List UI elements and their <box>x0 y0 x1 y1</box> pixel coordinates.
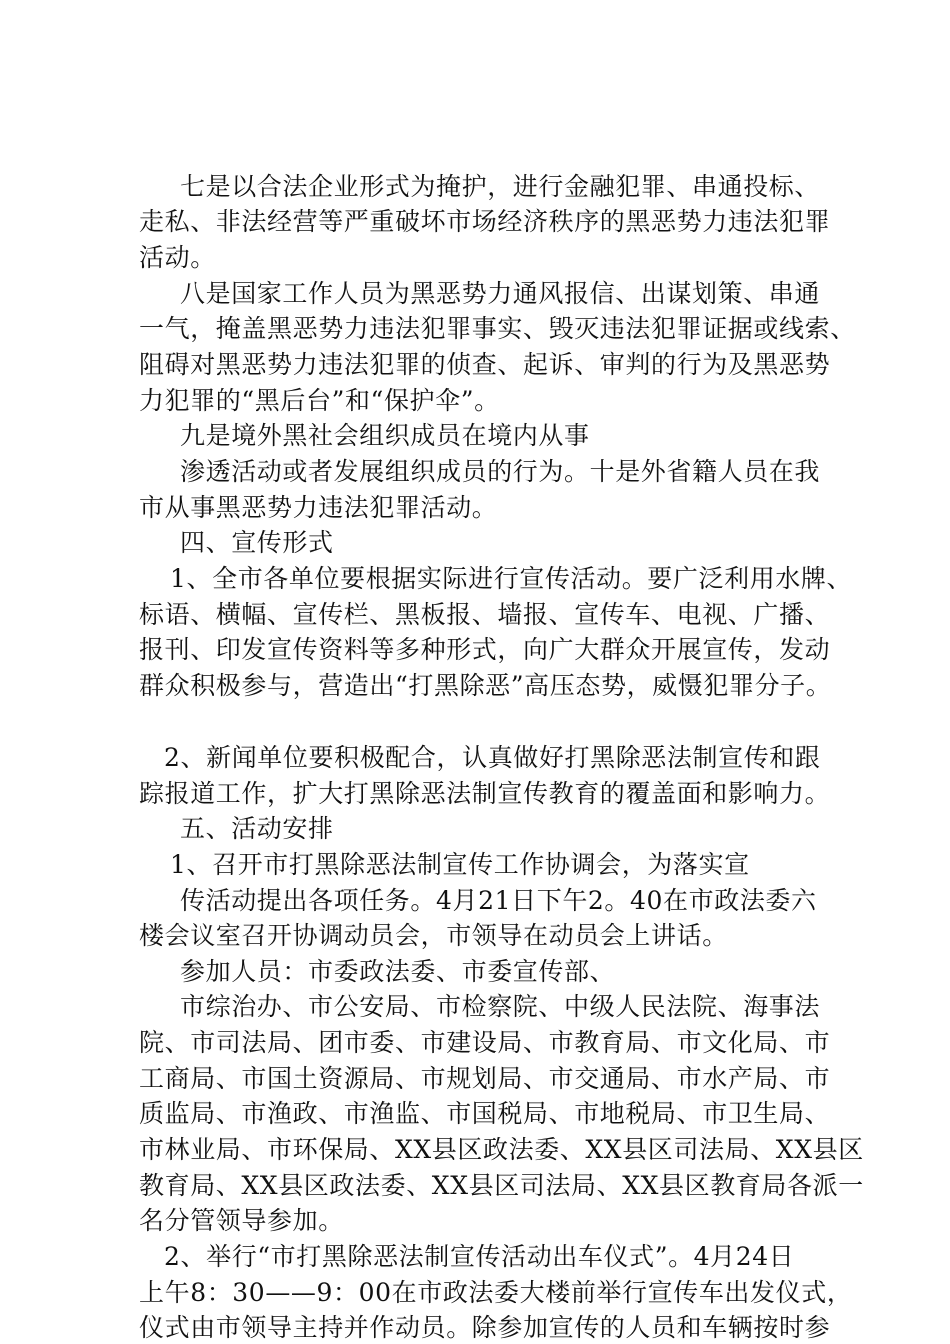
section-heading: 四、宣传形式 <box>180 528 334 557</box>
text-line: 上午8：30——9：00在市政法委大楼前举行宣传车出发仪式， <box>139 1278 853 1307</box>
text-line: 2、举行“市打黑除恶法制宣传活动出车仪式”。4月24日 <box>164 1242 795 1271</box>
text-line: 楼会议室召开协调动员会，市领导在动员会上讲话。 <box>139 921 728 950</box>
text-line: 市林业局、市环保局、XX县区政法委、XX县区司法局、XX县区 <box>139 1135 864 1164</box>
text-line: 八是国家工作人员为黑恶势力通风报信、出谋划策、串通 <box>180 279 821 308</box>
text-line: 报刊、印发宣传资料等多种形式，向广大群众开展宣传，发动 <box>139 635 831 664</box>
text-line: 质监局、市渔政、市渔监、市国税局、市地税局、市卫生局、 <box>139 1099 831 1128</box>
text-line: 活动。 <box>139 243 216 272</box>
section-heading: 五、活动安排 <box>180 814 334 843</box>
text-line: 名分管领导参加。 <box>139 1206 344 1235</box>
text-line: 教育局、XX县区政法委、XX县区司法局、XX县区教育局各派一 <box>139 1171 864 1200</box>
text-line: 1、召开市打黑除恶法制宣传工作协调会，为落实宣 <box>170 850 750 879</box>
text-line: 仪式由市领导主持并作动员。除参加宣传的人员和车辆按时参 <box>139 1313 831 1342</box>
text-line: 群众积极参与，营造出“打黑除恶”高压态势，威慑犯罪分子。 <box>139 671 832 700</box>
text-line: 工商局、市国土资源局、市规划局、市交通局、市水产局、市 <box>139 1064 831 1093</box>
text-line: 走私、非法经营等严重破坏市场经济秩序的黑恶势力违法犯罪 <box>139 207 831 236</box>
text-line: 2、新闻单位要积极配合，认真做好打黑除恶法制宣传和跟 <box>164 743 821 772</box>
text-line: 参加人员：市委政法委、市委宣传部、 <box>180 957 616 986</box>
text-line: 传活动提出各项任务。4月21日下午2。40在市政法委六 <box>180 886 817 915</box>
text-line: 市从事黑恶势力违法犯罪活动。 <box>139 493 498 522</box>
text-line: 七是以合法企业形式为掩护，进行金融犯罪、串通投标、 <box>180 172 821 201</box>
text-line: 一气，掩盖黑恶势力违法犯罪事实、毁灭违法犯罪证据或线索、 <box>139 314 856 343</box>
text-line: 阻碍对黑恶势力违法犯罪的侦查、起诉、审判的行为及黑恶势 <box>139 350 831 379</box>
text-line: 1、全市各单位要根据实际进行宣传活动。要广泛利用水牌、 <box>170 564 853 593</box>
text-line: 力犯罪的“黑后台”和“保护伞”。 <box>139 386 500 415</box>
text-line: 标语、横幅、宣传栏、黑板报、墙报、宣传车、电视、广播、 <box>139 600 831 629</box>
text-line: 九是境外黑社会组织成员在境内从事 <box>180 421 590 450</box>
text-line: 踪报道工作，扩大打黑除恶法制宣传教育的覆盖面和影响力。 <box>139 779 831 808</box>
text-line: 院、市司法局、团市委、市建设局、市教育局、市文化局、市 <box>139 1028 831 1057</box>
text-line: 市综治办、市公安局、市检察院、中级人民法院、海事法 <box>180 992 821 1021</box>
text-line: 渗透活动或者发展组织成员的行为。十是外省籍人员在我 <box>180 457 821 486</box>
